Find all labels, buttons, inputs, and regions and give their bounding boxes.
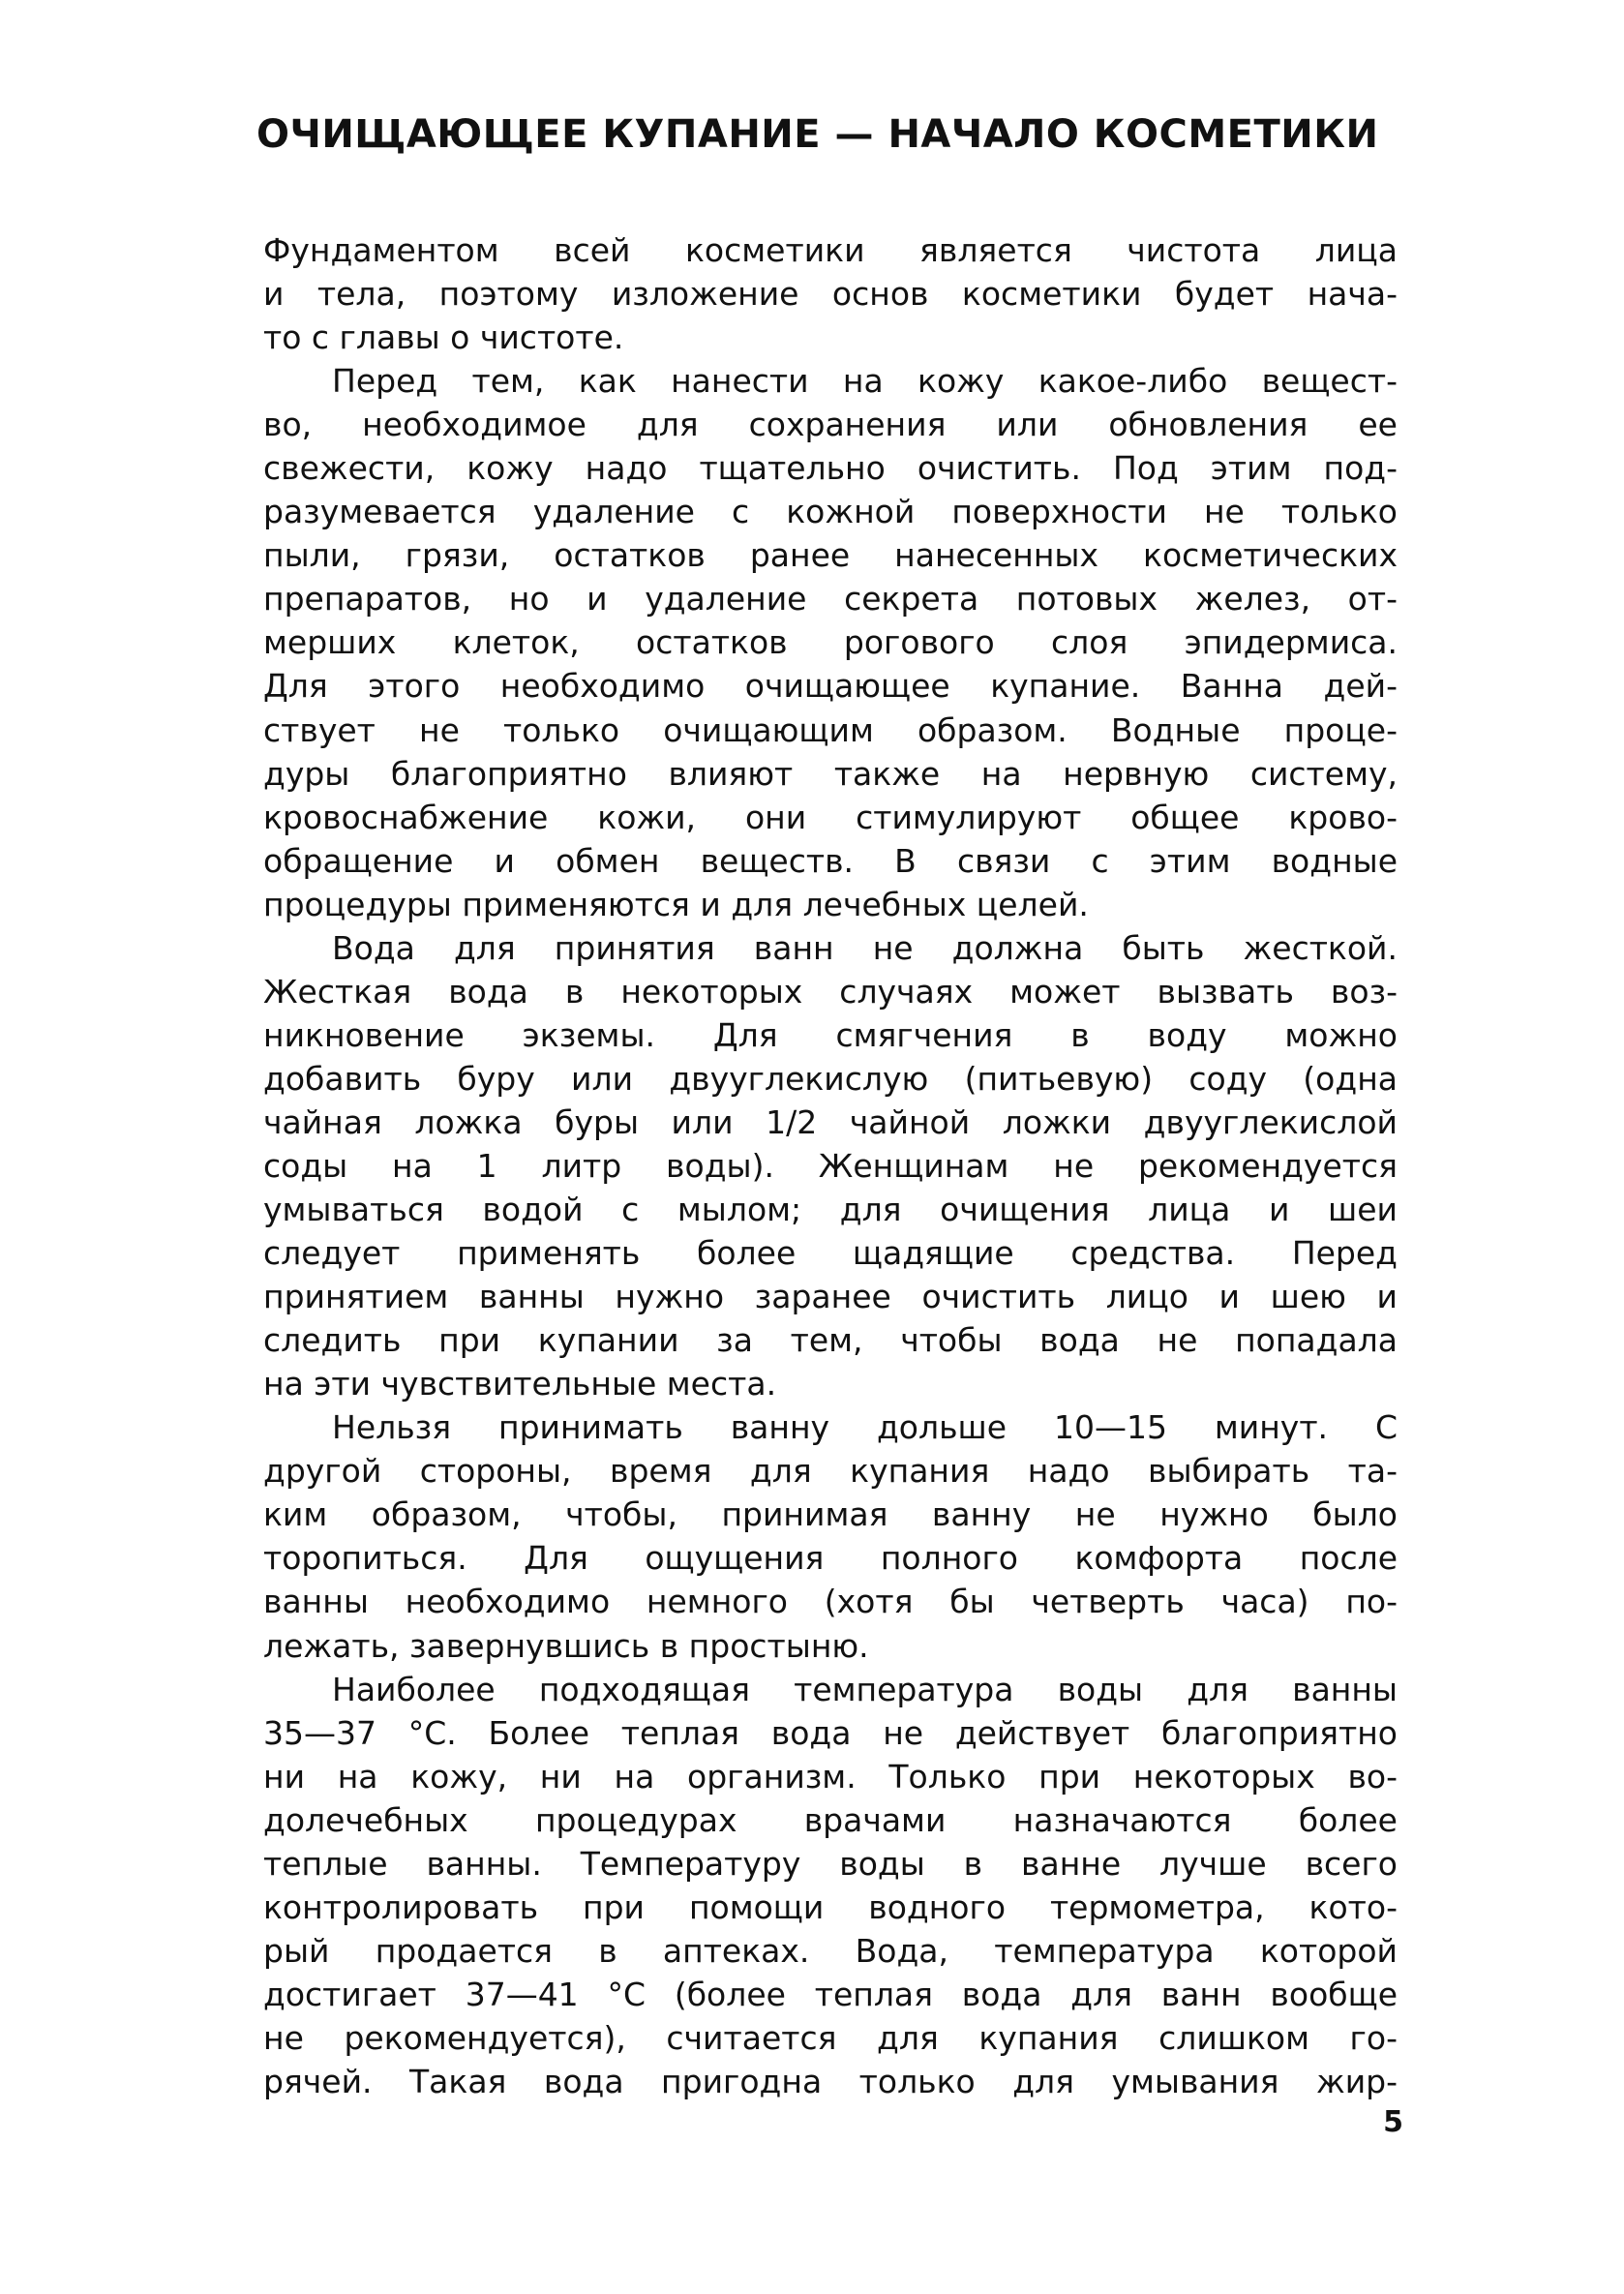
text-line: то с главы о чистоте.	[263, 318, 624, 357]
text-line: долечебных процедурах врачами назначаются более	[263, 1800, 1398, 1839]
text-line: добавить буру или двууглекислую (питьевую) соду (одна	[263, 1059, 1398, 1098]
text-line: ким образом, чтобы, принимая ванну не нужно было	[263, 1495, 1398, 1534]
text-line: соды на 1 литр воды). Женщинам не рекомендуется	[263, 1146, 1398, 1185]
text-line: обращение и обмен веществ. В связи с этим водные	[263, 841, 1398, 880]
text-line: Для этого необходимо очищающее купание. Ванна дей-	[263, 667, 1398, 706]
text-line: и тела, поэтому изложение основ косметики будет нача-	[263, 275, 1398, 314]
text-line: Нельзя принимать ванну дольше 10—15 минут. С	[332, 1408, 1398, 1447]
text-line: чайная ложка буры или 1/2 чайной ложки двууглекислой	[263, 1102, 1398, 1141]
text-line: Наиболее подходящая температура воды для ванны	[332, 1670, 1398, 1708]
text-line: на эти чувствительные места.	[263, 1365, 777, 1404]
text-line: следует применять более щадящие средства. Перед	[263, 1234, 1398, 1273]
text-line: лежать, завернувшись в простыню.	[263, 1626, 869, 1665]
text-line: умываться водой с мылом; для очищения лица и шеи	[263, 1191, 1398, 1229]
text-line: дуры благоприятно влияют также на нервную систему,	[263, 754, 1398, 793]
text-line: торопиться. Для ощущения полного комфорта после	[263, 1539, 1398, 1578]
text-line: рый продается в аптеках. Вода, температура которой	[263, 1931, 1398, 1970]
text-line: контролировать при помощи водного термометра, кото-	[263, 1887, 1398, 1926]
text-line: теплые ванны. Температуру воды в ванне лучше всего	[263, 1844, 1398, 1883]
text-line: Перед тем, как нанести на кожу какое-либо вещест-	[332, 362, 1398, 401]
body-text	[263, 228, 1398, 2103]
text-line: никновение экземы. Для смягчения в воду можно	[263, 1015, 1398, 1054]
text-line: Фундаментом всей косметики является чистота лица	[263, 231, 1398, 269]
text-line: не рекомендуется), считается для купания слишком го-	[263, 2018, 1398, 2057]
text-line: Жесткая вода в некоторых случаях может вызвать воз-	[263, 972, 1398, 1011]
page-number: 5	[1383, 2105, 1403, 2139]
text-line: другой стороны, время для купания надо выбирать та-	[263, 1452, 1398, 1491]
text-line: принятием ванны нужно заранее очистить лицо и шею и	[263, 1278, 1398, 1316]
text-line: мерших клеток, остатков рогового слоя эпидермиса.	[263, 623, 1398, 662]
text-line: следить при купании за тем, чтобы вода не попадала	[263, 1321, 1398, 1360]
text-line: ванны необходимо немного (хотя бы четверть часа) по-	[263, 1583, 1398, 1621]
text-line: ни на кожу, ни на организм. Только при некоторых во-	[263, 1757, 1398, 1796]
text-line: пыли, грязи, остатков ранее нанесенных косметических	[263, 536, 1398, 575]
text-line: ствует не только очищающим образом. Водные проце-	[263, 710, 1398, 749]
text-line: рячей. Такая вода пригодна только для умывания жир-	[263, 2062, 1398, 2100]
text-line: процедуры применяются и для лечебных целей.	[263, 885, 1089, 923]
text-line: достигает 37—41 °С (более теплая вода для ванн вообще	[263, 1975, 1398, 2013]
text-line: во, необходимое для сохранения или обновления ее	[263, 406, 1398, 444]
text-line: кровоснабжение кожи, они стимулируют общее крово-	[263, 798, 1398, 836]
text-line: свежести, кожу надо тщательно очистить. Под этим под-	[263, 449, 1398, 488]
text-line: Вода для принятия ванн не должна быть жесткой.	[332, 928, 1398, 967]
text-line: 35—37 °С. Более теплая вода не действует благоприятно	[263, 1713, 1398, 1752]
text-line: разумевается удаление с кожной поверхности не только	[263, 493, 1398, 531]
chapter-title: ОЧИЩАЮЩЕЕ КУПАНИЕ — НАЧАЛО КОСМЕТИКИ	[256, 112, 1379, 157]
text-line: препаратов, но и удаление секрета потовых желез, от-	[263, 580, 1398, 619]
